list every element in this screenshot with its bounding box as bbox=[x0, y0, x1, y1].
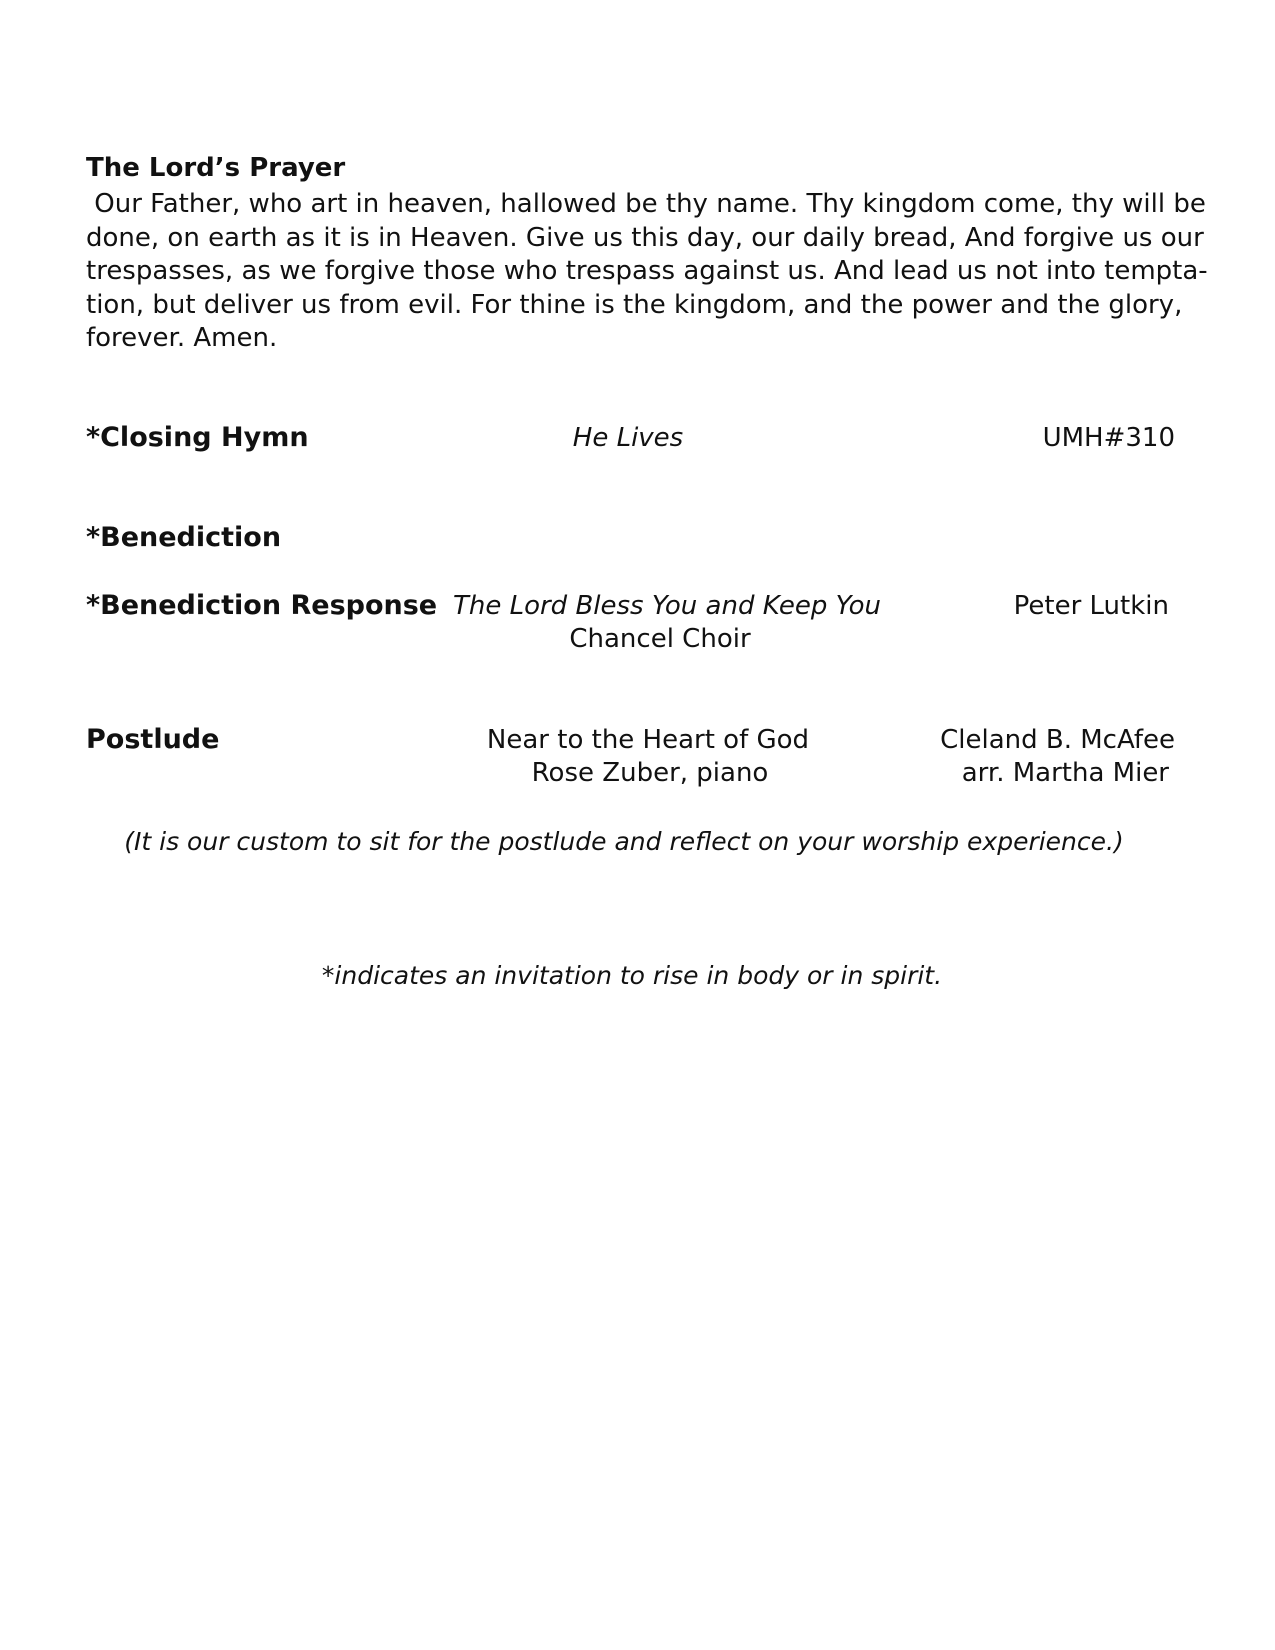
benediction-response-title: The Lord Bless You and Keep You bbox=[452, 591, 882, 621]
prayer-line: trespasses, as we forgive those who trespass against us. And lead us not into tempta- bbox=[86, 256, 1208, 286]
postlude-title: Near to the Heart of God bbox=[486, 725, 810, 755]
prayer-line: tion, but deliver us from evil. For thine is the kingdom, and the power and the glory, bbox=[86, 289, 1183, 320]
prayer-line: done, on earth as it is in Heaven. Give us this day, our daily bread, And forgive us our bbox=[86, 222, 1204, 253]
postlude-performer: Rose Zuber, piano bbox=[531, 758, 769, 788]
custom-note: (It is our custom to sit for the postlude and reflect on your worship experience.) bbox=[124, 827, 1124, 856]
benediction-response-performer: Chancel Choir bbox=[569, 624, 751, 654]
closing-hymn-title: He Lives bbox=[572, 423, 684, 453]
rise-footnote: *indicates an invitation to rise in body or in spirit. bbox=[321, 961, 943, 990]
benediction-label: *Benediction bbox=[86, 522, 282, 553]
benediction-response-composer: Peter Lutkin bbox=[1013, 591, 1169, 621]
benediction-response-label: *Benediction Response bbox=[86, 590, 438, 621]
prayer-heading: The Lord’s Prayer bbox=[86, 153, 346, 183]
prayer-line: forever. Amen. bbox=[86, 323, 278, 353]
postlude-label: Postlude bbox=[86, 724, 220, 755]
postlude-arranger: arr. Martha Mier bbox=[961, 758, 1169, 788]
closing-hymn-reference: UMH#310 bbox=[1042, 423, 1175, 453]
closing-hymn-label: *Closing Hymn bbox=[86, 422, 309, 453]
prayer-text bbox=[86, 188, 1208, 356]
prayer-line: Our Father, who art in heaven, hallowed be thy name. Thy kingdom come, thy will be bbox=[86, 189, 1206, 219]
postlude-composer: Cleland B. McAfee bbox=[940, 725, 1175, 755]
